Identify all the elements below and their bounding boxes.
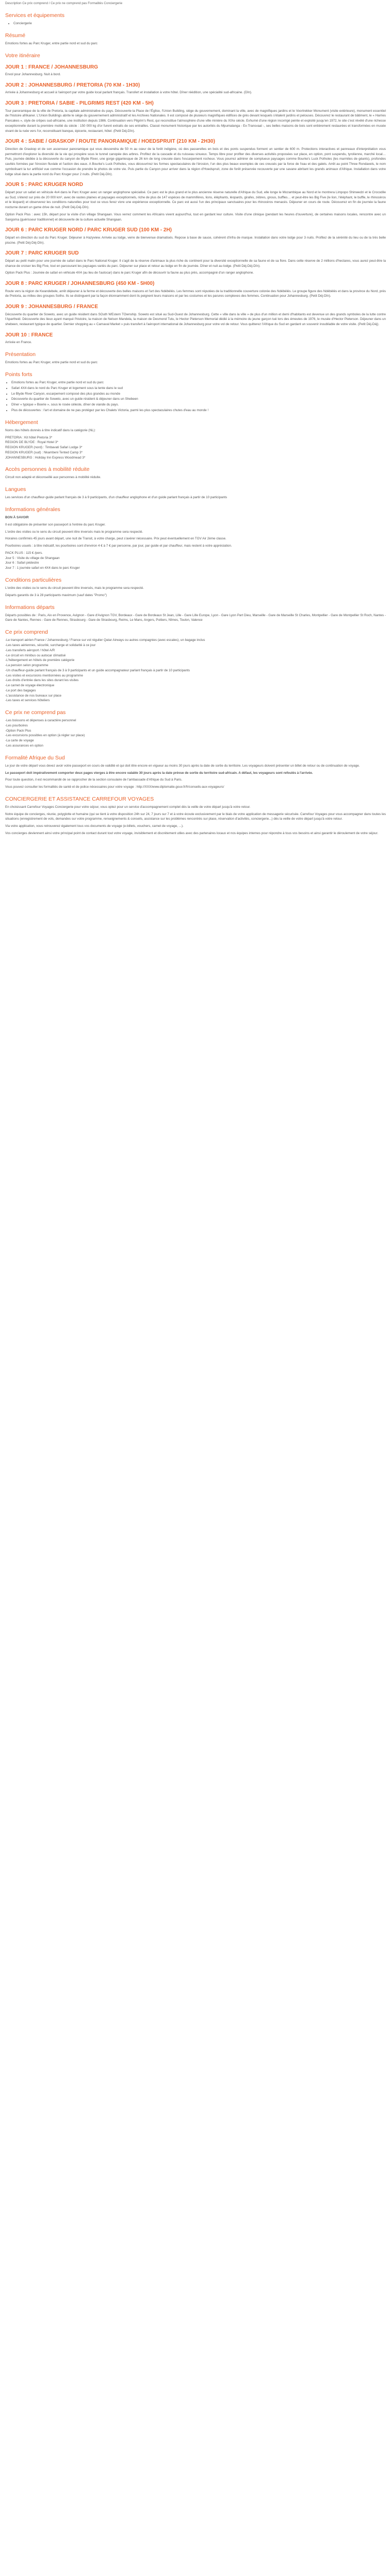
- itinerary-days: [5, 64, 386, 346]
- general-paragraph: PACK PLUS : 115 € /pers.: [5, 551, 43, 555]
- languages-text: Les services d'un chauffeur-guide parlant français de 3 à 9 participants, d'un chauffeur anglophone et d'un guide parlant français à partir de 10 participants: [5, 496, 227, 500]
- day-paragraph: Départ au petit matin pour une journée de safari dans le Parc National Kruger. Il s'agit de la réserve d'animaux la plus riche du continent pour la diversité exceptionnelle de sa faune et de sa flore. Dans cette réserve de 2 millions d'hectares, vous aurez peut-être la chance de croiser les Big Five, tout en parcourant les paysages variés du parc. Déjeuner sur place et retour au lodge en fin de journée. Dîner et nuit au lodge. (Petit Déj-Déj-Dîn).: [5, 259, 386, 268]
- excludes-item: -Les pourboires: [5, 723, 28, 727]
- excludes-item: -Les boissons et dépenses à caractère personnel: [5, 719, 76, 723]
- highlight-item: • Dîner « typique » Boerie », sous le rosée céleste, dîner de viande du pays.: [11, 402, 386, 408]
- day-paragraph: Départ en direction du sud du Parc Kruger. Déjeuner à Hazyview. Arrivée au lodge, verre de bienvenue dramatisés. Repose à base de sauce, cohérent d'infra de marque. Installation dans votre lodge pour 3 nuits. Profitez de la sérénité du lieu ou de la très belle piscine. (Petit Déj-Déj-Dîn).: [5, 235, 386, 245]
- general-title: Informations générales: [5, 506, 60, 513]
- day-title: JOUR 5 : PARC KRUGER NORD: [5, 182, 83, 188]
- general-paragraph: Jour 6 : Safari pédestre: [5, 561, 39, 565]
- conditions-title: Conditions particulières: [5, 577, 62, 583]
- excludes-item: -Les excursions possibles en option (à régler sur place): [5, 734, 85, 738]
- includes-item: -Les taxes aériennes, sécurité, surcharge et solidarité à ce jour: [5, 643, 96, 647]
- concierge-paragraph: Vos concierges deviennent ainsi votre principal point de contact durant tout votre voyage, invisiblement et discrètement utiles avec des partenaires locaux et nos équipes internes pour répondre à tous vos besoins et ainsi garantir le déroulement de votre séjour.: [5, 831, 379, 835]
- day-title: JOUR 4 : SABIE / GRASKOP / ROUTE PANORAMIQUE / HOEDSPRUIT (210 KM - 2H30): [5, 139, 215, 145]
- day-title: JOUR 2 : JOHANNESBURG / PRETORIA (70 KM - 1H30): [5, 82, 140, 88]
- includes-item: -Les droits d'entrée dans les sites durant les visites: [5, 679, 79, 683]
- day-title: JOUR 9 : JOHANNESBURG / FRANCE: [5, 304, 99, 310]
- day-paragraph: Départ pour un safari en véhicule 4x4 dans le Parc Kruger avec un ranger anglophone spécialisé. Ce parc est le plus grand et le plus ancienne réserve naturelle d'Afrique du Sud, elle longe le Mozambique au Nord et le montrera Limpopo Shinwedzi et le Crocodile au Sud, s'étend sur près de 20 000 km², avec de vastes plaines et paysages exceptionnels, riche de plus de 147 espèces de mammifères, lions, éléphants, léopards, girafes, zèbres, gnous, buffles… et peut-être les Big Five (le lion, l'éléphant, le buffle, le rhinocéros et le léopard) et observerez les conditions naturelles pour tout ce vous ferez vivre une expérience exceptionnelle. Ce parc est aussi l'un des principaux sanctuaires pour les rhinocéros menacés. Déjeuner en cours de route. Découvrez en fin de journée la faune nocturne durant un game drive de nuit. (Petit Déj-Déj-Dîn).: [5, 190, 386, 210]
- day-paragraph: Envol pour Johannesburg. Nuit à bord.: [5, 73, 61, 77]
- includes-item: -L'hébergement en hôtels de première catégorie: [5, 658, 75, 663]
- highlight-item: • Safari 4X4 dans le nord du Parc Kruger et logement sous la tente dans le sud: [11, 386, 386, 391]
- highlights-title: Points forts: [5, 371, 32, 378]
- resume-text: Emotions fortes au Parc Kruger, entre partie nord et sud du parc: [5, 41, 97, 45]
- day-title: JOUR 1 : FRANCE / JOHANNESBURG: [5, 64, 99, 70]
- services-list: [11, 21, 386, 26]
- includes-title: Ce prix comprend: [5, 629, 48, 636]
- excludes-item: -Les assurances en option: [5, 743, 43, 748]
- general-paragraph: L'ordre des visites ou le sens du circuit peuvent être inversés mais le programme sera respecté.: [5, 530, 143, 534]
- includes-item: -L'assistance de nos bureaux sur place: [5, 693, 62, 698]
- general-paragraph: Jour 5 : Visite du village de Shangaan: [5, 556, 60, 560]
- conditions-paragraph: Départs garantis de 3 à 28 participants maximum (sauf dates "Promo"): [5, 593, 107, 597]
- highlight-item: • Découverte du quartier de Soweto, avec un guide résident & déjeuner dans un Shebeen: [11, 397, 386, 402]
- formalities-title: Formalité Afrique du Sud: [5, 754, 65, 761]
- day-title: JOUR 8 : PARC KRUGER / JOHANNESBURG (450 KM - 5H00): [5, 281, 155, 287]
- presentation-title: Présentation: [5, 351, 36, 358]
- includes-item: -Le transport aérien France / Johannesburg / France sur vol régulier Qatar Airways ou autres compagnies (avec escales), un bagage inclus: [5, 638, 205, 642]
- formalities-paragraph: Le passeport doit impérativement comporter deux pages vierges à être encore valable 30 jours après la date prévue de sortie du territoire sud-africain. A défaut, les voyageurs sont refoulés à l'arrivée.: [5, 771, 313, 775]
- includes-item: -Les taxes et services hôteliers: [5, 699, 50, 703]
- highlight-item: • Emotions fortes au Parc Kruger, entre partie nord et sud du parc: [11, 380, 386, 385]
- includes-list: [5, 638, 386, 703]
- accommodation-line: JOHANNESBURG : Holiday Inn Express Woodmead 3*: [5, 455, 86, 460]
- accommodation-line: REGION DE BLYDE : Royal Hotel 3*: [5, 440, 58, 445]
- formalities-paragraph: Vous pouvez consulter les formalités de santé et de police nécessaires pour votre voyage : http://XXX/www.diplomatie.gouv.fr/fr/conseils-aux-voyageurs/: [5, 785, 224, 789]
- accommodation-line: REGION KRUGER (nord) : Timbavati Safari Lodge 3*: [5, 446, 83, 449]
- concierge-paragraph: Via votre application, vous retrouverez également tous vos documents de voyage (e-billets, vouchers, carnet de voyage, ...).: [5, 824, 184, 828]
- day-title: JOUR 7 : PARC KRUGER SUD: [5, 250, 79, 257]
- mobility-title: Accès personnes à mobilité réduite: [5, 466, 90, 473]
- day-paragraph: Option Pack Plus : Journée de safari en véhicule 4X4 (au lieu de l'autocar) dans le parc Kruger afin de découvrir la faune au plus près, accompagné d'un ranger anglophone.: [5, 271, 254, 275]
- includes-item: -Le carnet de voyage électronique: [5, 684, 55, 687]
- departures-text: Départs possibles de : Paris, Aix en Provence, Avignon - Gare d'Avignon TGV, Bordeaux - Gare de Bordeaux St Jean, Lille - Gare Lille Europe, Lyon - Gare Lyon Part Dieu, Marseille - Gare de Marseille St Charles, Montpellier - Gare de Montpellier St Roch, Nantes - Gare de Nantes, Rennes - Gare de Rennes, Strasbourg - Gare de Strasbourg, Reims, Le Mans, Angers, Poitiers, Nîmes, Toulon, Valence: [5, 613, 386, 622]
- services-item: • Conciergerie: [13, 21, 386, 26]
- formalities-paragraph: Pour toute question, il est recommandé de se rapprocher de la section consulaire de l'ambassade d'Afrique du Sud à Paris.: [5, 778, 183, 782]
- departures-title: Informations départs: [5, 604, 55, 611]
- conditions-paragraph: L'ordre des visites ou le sens du circuit peuvent être inversés, mais le programme sera respecté.: [5, 586, 144, 590]
- day-paragraph: Tour panoramique de la ville de Pretoria, la capitale administrative du pays. Découverte la Place de l'Église, l'Union Building, siège du gouvernement, dominant la ville, avec de magnifiques jardins et le Voortrekker Monument (visite extérieure), monument essentiel de l'histoire afrikaner. L'Union Buildings abrite le siège du gouvernement administratif et les Archives Nationales. Il est composé de plusieurs magnifiques édifices de grès devant lesquels s'étalent jardins et pelouses. Découvrez le restaurant de bâtiment, le « Harries Pancakes », style de crêpes sud-africaine, une institution depuis 1986. Continuation vers Pilgrim's Rest, qui reconstitue l'atmosphère d'une ville minière du XIXe siècle. Exhumé d'une région incorrigé peinte et exploité jusqu'en 1972, le site c'est révélé d'une richesse exceptionnelle durant la première moitié du siècle : 150 000 kg d'or furent extraits de ses entrailles. Classé monument historique par les autorités du Mpumalanga - Ex-Transvaal -, ses belles maisons de bois sont entièrement restaurées et transformées en musée vivant de la ruée vers l'or, reconstituant banque, épicerie, restaurant, hôtel. (Petit Déj-Dîn).: [5, 109, 386, 133]
- tabs-line: Description Ce prix comprend / Ce prix ne comprend pas Formalités Conciergerie: [5, 2, 123, 5]
- page: [5, 1, 386, 836]
- general-paragraph: Horaires confirmés 45 jours avant départ, une nuit de Transit, à votre charge, peut s'avérer nécessaire. Prix peut éventuellement en TGV Air 2ème classe.: [5, 537, 226, 541]
- general-paragraph: Il est obligatoire de présenter son passeport à l'entrée du parc Kruger.: [5, 522, 106, 527]
- general-paragraph: Pourboires usuels : à titre indicatif, les pourboires sont d'environ 4 € à 7 € par personne, par jour, par guide et par chauffeur, mais restent à votre appréciation.: [5, 544, 232, 548]
- includes-item: -Le port des bagages: [5, 688, 36, 692]
- general-paragraph: Jour 7 : 1 journée safari en 4X4 dans le parc Kruger: [5, 566, 80, 570]
- day-paragraph: Découverte du quartier de Soweto, avec un guide résident dans SOuth WEstern TOwnship. Soweto est situé au Sud-Ouest de Johannesburg. Cette « ville dans la ville » de plus d'un million et demi d'habitants est devenue un des grands symboles de la lutte contre l'Apartheid. Découverte des lieux ayant marqué l'histoire, la maison de Nelson Mandela, la maison de Desmond Tutu, le Hector Pieterson Memorial dédié à la mémoire du jeune garçon tué lors des émeutes de 1976, le musée d'Hector Pieterson. Déjeuner dans un shebeen, restaurant typique de quartier. Dernier shopping au « Carnaval Market » puis transfert à l'aéroport international de Johannesburg pour votre vol de retour. Vous quitterez l'Afrique du Sud en gardant un souvenir inoubliable de votre visite. (Petit Déj-Déj).: [5, 312, 386, 327]
- accommodation-line: REGION KRUGER (sud) : Nkambeni Tented Camp 3*: [5, 450, 83, 454]
- languages-title: Langues: [5, 486, 26, 493]
- general-subtitle: BON À SAVOIR: [5, 516, 29, 520]
- day-paragraph: Option Pack Plus : avec 15h, départ pour la visite d'un village Shangaan. Vous verrez comment les Africains vivent aujourd'hui, tout en gardant leur culture. Visite d'une clinique (pendant les heures d'ouverture), de certaines maisons locales, rencontre avec un Sangoma (guérisseur traditionnel) et découverte de la culture actuelle Shangaan.: [5, 212, 386, 222]
- day-paragraph: Direction de Graskop et de son ascenseur panoramique qui vous descendra de 50 m au cœur de la forêt indigène, où des passerelles en bois et des ponts suspendus forment un sentier de 600 m. Protections interactives et panneaux d'interprétation vous permettront d'explorer la diversité de la vie qui prospère sous le tunnel canopée des arbres. Profitez de la cascade et du ruisseau sinueux. Temps libre pour profiter des diverses activités proposées sur place, en option, pont suspendu, tyrolienne, marché local… Puis, journée dédiée à la découverte du canyon de Blyde River, une gorge gigantesque de 26 km de long creusée dans l'escarpement rocheux. Vous pourrez admirer de somptueux paysages comme Bourke's Luck Potholes (les marmites de géants), profondes cavités formées par l'érosion fluviale et l'action des eaux. A Bourke's Luck Potholes, vous découvrirez les formes spectaculaires de l'érosion, l'un des plus beaux exemples de ces creusés par la force de l'eau et des galets. Arrêt au point Three Rondavels, le nom symbolisant la tur artificiel vue comme l'occasion de prendre le photos de votre vie. Puis partie du Canyon pour arriver dans la région d'Hoedspruit, zone de forêt préservée recouverte par une savane abritant les grands animaux d'Afrique. Installation dans votre lodge situé dans la partie nord du Parc Kruger pour 2 nuits. (Petit Déj-Dîn).: [5, 147, 386, 176]
- highlight-item: • Le Blyde River Canyon, escarpement composé des plus grandes au monde: [11, 392, 386, 397]
- resume-title: Résumé: [5, 32, 26, 39]
- includes-item: -Le circuit en minibus ou autocar climatisé: [5, 653, 66, 657]
- excludes-list: [5, 718, 386, 749]
- accommodation-intro: Noms des hôtels donnés à titre indicatif dans la catégorie (NL):: [5, 428, 96, 432]
- accommodation-line: PRETORIA : Kit hôtel Pretoria 3*: [5, 435, 53, 439]
- highlights-list: [11, 380, 386, 413]
- includes-item: -Les visites et excursions mentionnées au programme: [5, 673, 83, 677]
- highlight-item: • Plus de découvertes : l'art et domaine de ne pas protégez par les Chalets Victoria, parmi les plus spectaculaires chutes d'eau au monde !: [11, 408, 386, 413]
- excludes-item: -Option Pack Plus: [5, 728, 31, 733]
- itinerary-title: Votre itinéraire: [5, 52, 40, 59]
- day-title: JOUR 3 : PRETORIA / SABIE - PILGRIMS REST (420 KM - 5H): [5, 100, 154, 107]
- day-paragraph: Arrivée à Johannesburg et accueil à l'aéroport par votre guide local parlant français. Transfert et installation à votre hôtel. Dîner réédition, une spécialité sud-africaine. (Dîn).: [5, 91, 252, 95]
- includes-item: -Un chauffeur-guide parlant français de 3 à 9 participants et un guide accompagnateur parlant français à partir de 10 participants: [5, 668, 190, 672]
- day-title: JOUR 10 : FRANCE: [5, 332, 53, 338]
- concierge-paragraph: En choisissant Carrefour Voyages Conciergerie pour votre séjour, vous optez pour un service d'accompagnement complet dès la veille de votre départ jusqu'à votre retour.: [5, 805, 251, 809]
- includes-item: -Les transferts aéroport / hôtel A/R: [5, 648, 55, 652]
- formalities-paragraph: Le jour de votre départ vous devez avoir votre passeport en cours de validité et qui doit être encore en vigueur au moins 30 jours après la date de sortie du territoire. Les voyageurs doivent présenter un billet de retour ou de continuation de voyage.: [5, 764, 360, 768]
- includes-item: -La pension selon programme: [5, 664, 48, 667]
- day-paragraph: Arrivée en France.: [5, 341, 32, 345]
- presentation-text: Emotions fortes au Parc Kruger, entre partie nord et sud du parc: [5, 361, 97, 365]
- services-title: Services et équipements: [5, 12, 64, 19]
- concierge-title: CONCIERGERIE ET ASSISTANCE CARREFOUR VOYAGES: [5, 795, 154, 802]
- concierge-paragraph: Notre équipe de concierges, réunie, polyglotte et humaine (qui se tient à votre disposition 24h sur 24, 7 jours sur 7 et à votre écoute exclusivement par le biais de votre application de messagerie sécurisée. Carrefour Voyages pour vous accompagner dans toutes les situations (enregistrement de vols, demandes sur votre programme, renseignements & conseils, assistance sur les problèmes rencontrés sur place, réservation d'activités, conciergerie...) dès la veille de votre départ jusqu'à votre retour.: [5, 812, 386, 821]
- excludes-title: Ce prix ne comprend pas: [5, 709, 66, 716]
- accommodation-title: Hébergement: [5, 419, 38, 426]
- mobility-text: Circuit non adapté et déconseillé aux personnes à mobilité réduite.: [5, 476, 101, 480]
- day-title: JOUR 6 : PARC KRUGER NORD / PARC KRUGER SUD (100 KM - 2H): [5, 227, 172, 233]
- day-paragraph: Route vers la région de Kwandebele, arrêt déjeuner à la ferme et découverte des belles maisons et l'art des Ndébélés. Les femmes sont réputées de la traditionnelle couverture colorée des Ndébélés. Le groupe figure des Ndébélés et dans la province du Nord, près de Pretoria, au milieu des groupes Sotho. Ils se distinguent par la façon étonnamment dont ils peignent leurs maisons et par les costumes et les parures complexes des femmes. Continuation pour Johannesburg. (Petit Déj-Dîn).: [5, 289, 386, 298]
- excludes-item: -La carte de voyage: [5, 739, 34, 743]
